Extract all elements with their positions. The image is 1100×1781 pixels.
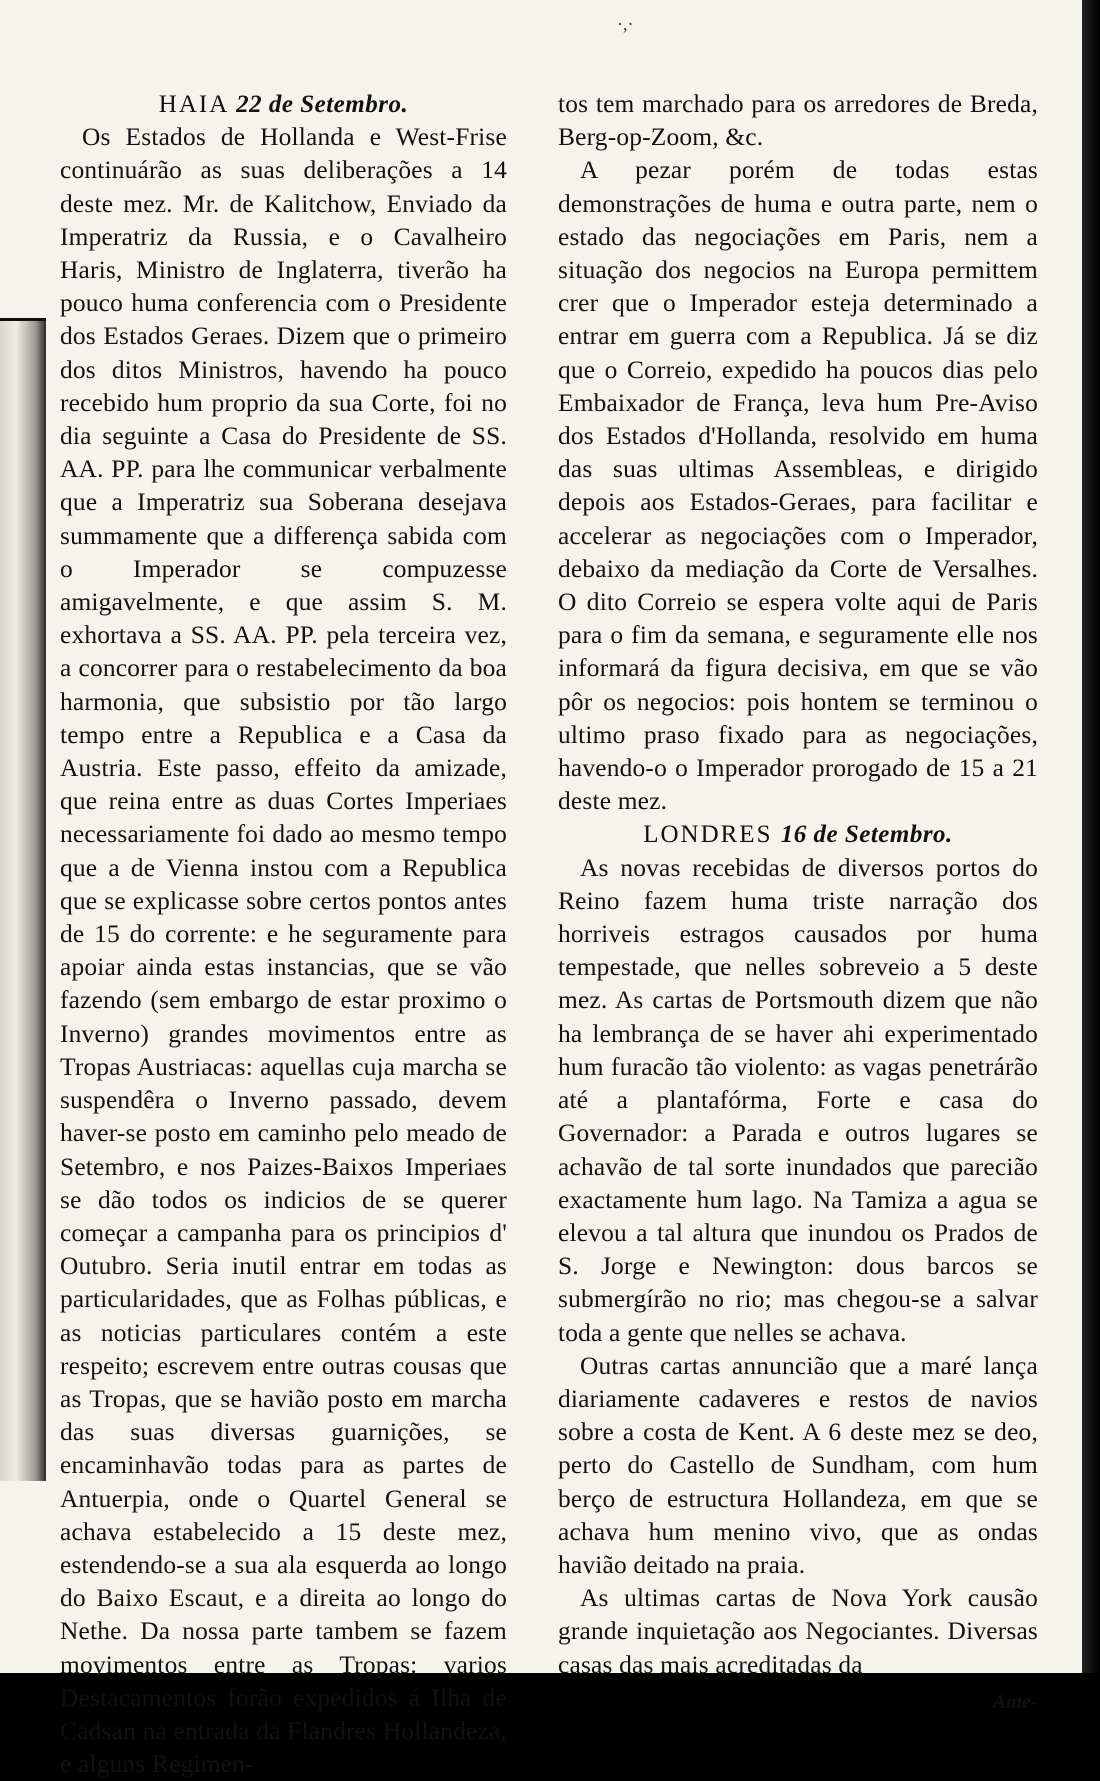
kent-paragraph: Outras cartas annuncião que a maré lança diariamente cadaveres e restos de navios sobre a costa de Kent. A 6 deste mez se deo, perto do Castello de Sundham, com hum berço de estructura Hollandeza, em que se achava hum menino vivo, que as ondas havião deitado na praia. <box>558 1351 1038 1579</box>
heading-city: LONDRES <box>643 821 773 849</box>
negotiations-paragraph: A pezar porém de todas estas demonstrações de huma e outra parte, nem o estado das negociações em Paris, nem a situação dos negocios na Europa permittem crer que o Imperador esteja determinado a entrar em guerra com a Republica. Já se diz que o Correio, expedido ha poucos dias pelo Embaixador de França, leva hum Pre-Aviso dos Estados d'Hollanda, resolvido em huma das suas ultimas Assembleas, e dirigido depois aos Estados-Geraes, para facilitar e accelerar as negociações com o Imperador, debaixo da mediação da Corte de Versalhes. O dito Correio se espera volte aqui de Paris para o fim da semana, e seguramente elle nos informará da figura decisiva, em que se vão pôr os negocios: pois hontem se terminou o ultimo praso fixado para as negociações, havendo-o o Imperador prorogado de 15 a 21 deste mez. <box>558 156 1038 816</box>
haia-heading <box>60 88 507 121</box>
top-mark: ·,· <box>617 14 634 34</box>
left-column <box>60 88 507 1781</box>
haia-article: Os Estados de Hollanda e West-Frise continuárão as suas deliberações a 14 deste mez. Mr. de Kalitchow, Enviado da Imperatriz da Russia, e o Cavalheiro Haris, Ministro de Inglaterra, tiverão ha pouco huma conferencia com o Presidente dos Estados Geraes. Dizem que o primeiro dos ditos Ministros, havendo ha pouco recebido hum proprio da sua Corte, foi no dia seguinte a Casa do Presidente de SS. AA. PP. para lhe communicar verbalmente que a Imperatriz sua Soberana desejava summamente que a differença sabida com o Imperador se compuzesse amigavelmente, e que assim S. M. exhortava a SS. AA. PP. pela terceira vez, a concorrer para o restabelecimento da boa harmonia, que subsistio por tão largo tempo entre a Republica e a Casa da Austria. Este passo, effeito da amizade, que reina entre as duas Cortes Imperiaes necessariamente foi dado ao mesmo tempo que a de Vienna instou com a Republica que se explicasse sobre certos pontos antes de 15 do corrente: e he seguramente para apoiar ainda estas instancias, que se vão fazendo (sem embargo de estar proximo o Inverno) grandes movimentos entre as Tropas Austriacas: aquellas cuja marcha se suspendêra o Inverno passado, devem haver-se posto em caminho pelo meado de Setembro, e nos Paizes-Baixos Imperiaes se dão todos os indicios de se querer começar a campanha para os principios d' Outubro. Seria inutil entrar em todas as particularidades, que as Folhas públicas, e as noticias particulares contém a este respeito; escrevem entre outras cousas que as Tropas, que se havião posto em marcha das suas diversas guarnições, se encaminhavão todas para as partes de Antuerpia, onde o Quartel General se achava estabelecido a 15 deste mez, estendendo-se a sua ala esquerda ao longo do Baixo Escaut, e a direita ao longo do Nethe. Da nossa parte tambem se fazem movimentos entre as Tropas: varios Destacamentos forão expedidos á Ilha de Cadsan na entrada da Flandres Hollandeza, e alguns Regimen- <box>60 123 507 1779</box>
heading-city: HAIA <box>158 91 228 118</box>
continued-text: tos tem marchado para os arredores de Breda, Berg-op-Zoom, &c. <box>558 90 1038 152</box>
heading-date: 22 de Setembro. <box>236 91 409 118</box>
scan-border <box>1082 0 1100 1673</box>
folded-page-edge <box>0 318 46 1481</box>
right-column <box>558 88 1038 1719</box>
londres-heading <box>558 818 1038 851</box>
new-york-paragraph: As ultimas cartas de Nova York causão grande inquietação aos Negociantes. Diversas casas das mais acreditadas da <box>558 1584 1038 1679</box>
catchword: Ame- <box>992 1690 1038 1713</box>
heading-date: 16 de Setembro. <box>780 821 953 849</box>
storm-paragraph: As novas recebidas de diversos portos do Reino fazem huma triste narração dos horriveis estragos causados por huma tempestade, que nelles sobreveio a 5 deste mez. As cartas de Portsmouth dizem que não ha lembrança de se haver ahi experimentado hum furacão tão violento: as vagas penetrárão até a plantafórma, Forte e casa do Governador: a Parada e outros lugares se achavão de tal sorte inundados que parecião exactamente hum lago. Na Tamiza a agua se elevou a tal altura que inundou os Prados de S. Jorge e Newington: dous barcos se submergírão no rio; mas chegou-se a salvar toda a gente que nelles se achava. <box>558 853 1038 1347</box>
